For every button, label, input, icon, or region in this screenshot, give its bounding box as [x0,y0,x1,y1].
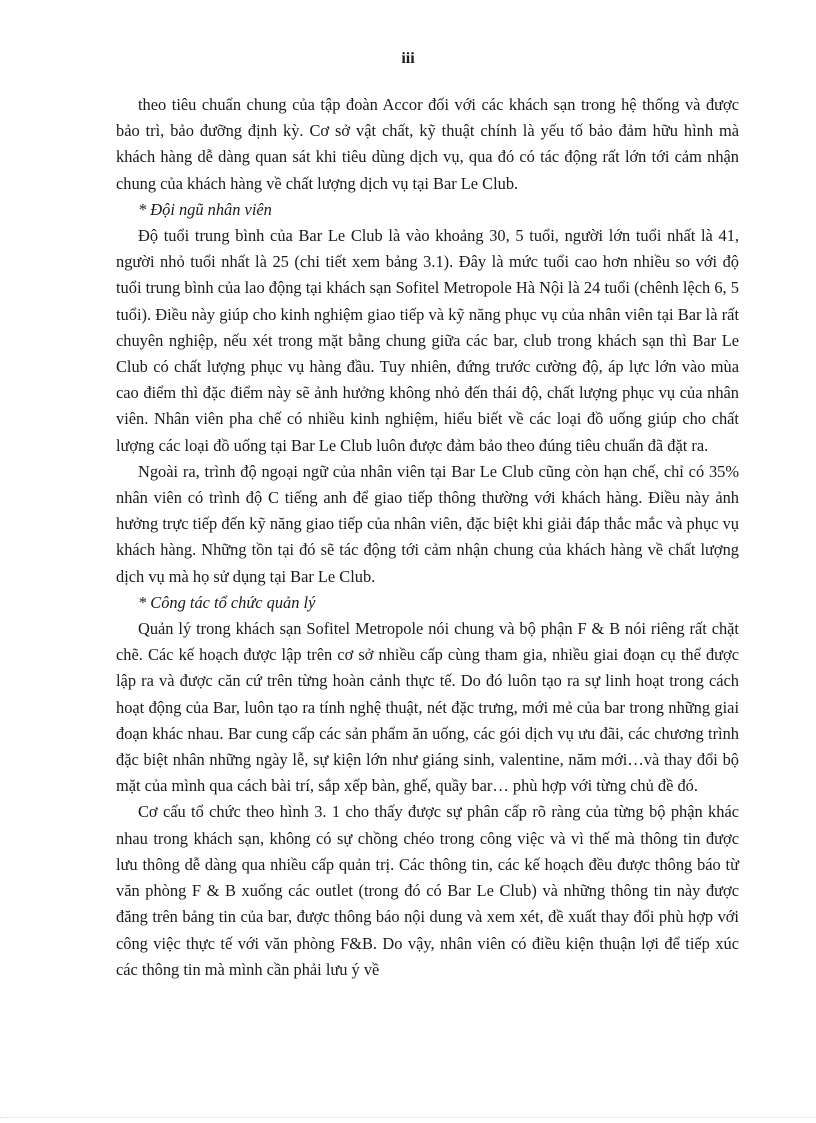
paragraph-staff-language: Ngoài ra, trình độ ngoại ngữ của nhân viên tại Bar Le Club cũng còn hạn chế, chỉ có 35% nhân viên có trình độ C tiếng anh để giao tiếp thông thường với khách hàng. Điều này ảnh hưởng trực tiếp đến kỹ năng giao tiếp của nhân viên, đặc biệt khi giải đáp thắc mắc và phục vụ khách hàng. Những tồn tại đó sẽ tác động tới cảm nhận chung của khách hàng về chất lượng dịch vụ mà họ sử dụng tại Bar Le Club. [116,461,739,586]
page-bottom-divider [0,1117,816,1118]
section-heading-management: * Công tác tổ chức quản lý [138,592,316,612]
page-number: iii [401,50,415,67]
paragraph-facilities: theo tiêu chuẩn chung của tập đoàn Accor đối với các khách sạn trong hệ thống và được bảo trì, bảo đưỡng định kỳ. Cơ sở vật chất, kỹ thuật chính là yếu tố bảo đảm hữu hình mà khách hàng dễ dàng quan sát khi tiêu dùng dịch vụ, qua đó có tác động rất lớn tới cảm nhận chung của khách hàng về chất lượng dịch vụ tại Bar Le Club. [116,95,739,193]
paragraph-staff-age: Độ tuổi trung bình của Bar Le Club là vào khoảng 30, 5 tuổi, người lớn tuổi nhất là 41, người nhỏ tuổi nhất là 25 (chi tiết xem bảng 3.1). Đây là mức tuổi cao hơn nhiều so với độ tuổi trung bình của lao động tại khách sạn Sofitel Metropole Hà Nội là 24 tuổi (chênh lệch 6, 5 tuổi). Điều này giúp cho kinh nghiệm giao tiếp và kỹ năng phục vụ của nhân viên tại Bar là rất chuyên nghiệp, nếu xét trong mặt bằng chung giữa các bar, club trong khách sạn thì Bar Le Club có chất lượng phục vụ hàng đầu. Tuy nhiên, đứng trước cường độ, áp lực lớn vào mùa cao điểm thì đặc điểm này sẽ ảnh hưởng không nhỏ đến thái độ, chất lượng phục vụ của nhân viên. Nhân viên pha chế có nhiều kinh nghiệm, hiểu biết về các loại đồ uống giúp cho chất lượng các loại đồ uống tại Bar Le Club luôn được đảm bảo theo đúng tiêu chuẩn đã đặt ra. [116,226,739,455]
paragraph-organization: Cơ cấu tổ chức theo hình 3. 1 cho thấy được sự phân cấp rõ ràng của từng bộ phận khác nhau trong khách sạn, không có sự chồng chéo trong công việc và vì thế mà thông tin được lưu thông dễ dàng qua nhiều cấp quản trị. Các thông tin, các kế hoạch đều được thông báo từ văn phòng F & B xuống các outlet (trong đó có Bar Le Club) và những thông tin này được đăng trên bảng tin của bar, được thông báo nội dung và xem xét, đề xuất thay đổi phù hợp với công việc thực tế với văn phòng F&B. Do vậy, nhân viên có điều kiện thuận lợi để tiếp xúc các thông tin mà mình cần phải lưu ý về [116,802,739,979]
paragraph-management: Quản lý trong khách sạn Sofitel Metropole nói chung và bộ phận F & B nói riêng rất chặt chẽ. Các kế hoạch được lập trên cơ sở nhiều cấp cùng tham gia, nhiều giai đoạn cụ thể được lập ra và được căn cứ trên từng hoàn cảnh thực tế. Do đó luôn tạo ra sự linh hoạt trong cách hoạt động của Bar, luôn tạo ra tính nghệ thuật, nét đặc trưng, mới mẻ của bar trong những giai đoạn khác nhau. Bar cung cấp các sản phẩm ăn uống, các gói dịch vụ ưu đãi, các chương trình đặc biệt nhân những ngày lễ, sự kiện lớn như giáng sinh, valentine, năm mới…và thay đổi bộ mặt của mình qua cách bài trí, sắp xếp bàn, ghế, quầy bar… phù hợp với từng chủ đề đó. [116,619,739,796]
section-heading-staff: * Đội ngũ nhân viên [138,199,272,219]
document-body [116,92,739,983]
